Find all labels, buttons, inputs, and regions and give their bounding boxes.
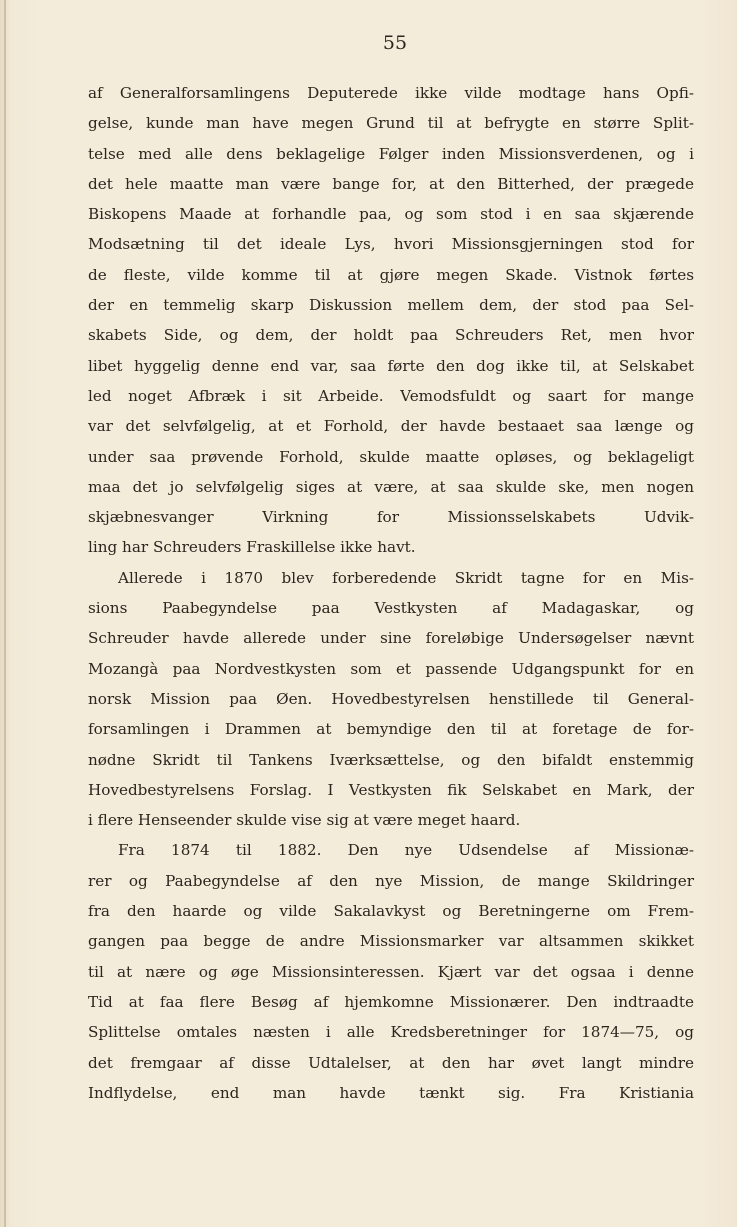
text-line: til at nære og øge Missionsinteressen. Kjært var det ogsaa i denne: [88, 962, 694, 981]
text-line: gangen paa begge de andre Missionsmarker var altsammen skikket: [88, 932, 694, 951]
text-line: skabets Side, og dem, der holdt paa Schreuders Ret, men hvor: [88, 326, 694, 345]
text-line: under saa prøvende Forhold, skulde maatte opløses, og beklageligt: [88, 447, 694, 466]
text-line: Schreuder havde allerede under sine foreløbige Undersøgelser nævnt: [88, 629, 694, 648]
text-line: Mozangà paa Nordvestkysten som et passende Udgangspunkt for en: [88, 659, 694, 678]
text-line: af Generalforsamlingens Deputerede ikke vilde modtage hans Opfi-: [88, 84, 694, 102]
text-line: ling har Schreuders Fraskillelse ikke havt.: [88, 538, 416, 557]
text-line: i flere Henseender skulde vise sig at være meget haard.: [88, 811, 521, 830]
text-line: telse med alle dens beklagelige Følger inden Missionsverdenen, og i: [88, 144, 694, 163]
text-line: det fremgaar af disse Udtalelser, at den har øvet langt mindre: [88, 1053, 694, 1072]
text-line: Splittelse omtales næsten i alle Kredsberetninger for 1874—75, og: [88, 1023, 694, 1042]
text-line: gelse, kunde man have megen Grund til at befrygte en større Split-: [88, 114, 694, 133]
text-line: skjæbnesvanger Virkning for Missionsselskabets Udvik-: [88, 508, 694, 527]
text-line: sions Paabegyndelse paa Vestkysten af Madagaskar, og: [88, 599, 694, 618]
text-line: det hele maatte man være bange for, at den Bitterhed, der prægede: [88, 174, 694, 193]
text-line: der en temmelig skarp Diskussion mellem dem, der stod paa Sel-: [88, 296, 694, 315]
text-line: led noget Afbræk i sit Arbeide. Vemodsfuldt og saart for mange: [88, 386, 694, 405]
text-line: Modsætning til det ideale Lys, hvori Missionsgjerningen stod for: [88, 235, 694, 254]
text-line: fra den haarde og vilde Sakalavkyst og Beretningerne om Frem-: [88, 902, 694, 921]
text-line: rer og Paabegyndelse af den nye Mission, de mange Skildringer: [88, 871, 694, 890]
text-line: maa det jo selvfølgelig siges at være, at saa skulde ske, men nogen: [88, 477, 694, 496]
text-line: de fleste, vilde komme til at gjøre megen Skade. Vistnok førtes: [88, 265, 694, 284]
text-line: Biskopens Maade at forhandle paa, og som stod i en saa skjærende: [88, 205, 694, 224]
text-line: Hovedbestyrelsens Forslag. I Vestkysten fik Selskabet en Mark, der: [88, 780, 694, 799]
text-line: libet hyggelig denne end var, saa førte den dog ikke til, at Selskabet: [88, 356, 694, 375]
text-line: Allerede i 1870 blev forberedende Skridt tagne for en Mis-: [118, 568, 694, 587]
text-line: Tid at faa flere Besøg af hjemkomne Missionærer. Den indtraadte: [88, 992, 694, 1011]
section-heading-line: Fra 1874 til 1882. Den nye Udsendelse af Missionæ-: [118, 841, 694, 860]
text-line: forsamlingen i Drammen at bemyndige den til at foretage de for-: [88, 720, 694, 739]
body-text: [88, 78, 694, 1108]
text-line: nødne Skridt til Tankens Iværksættelse, og den bifaldt enstemmig: [88, 750, 694, 769]
text-line: norsk Mission paa Øen. Hovedbestyrelsen henstillede til General-: [88, 689, 694, 708]
text-line: var det selvfølgelig, at et Forhold, der havde bestaaet saa længe og: [88, 417, 694, 436]
page-number: 55: [382, 32, 408, 54]
text-line: Indflydelse, end man havde tænkt sig. Fra Kristiania: [88, 1083, 694, 1102]
gutter-edge: [4, 0, 6, 1227]
